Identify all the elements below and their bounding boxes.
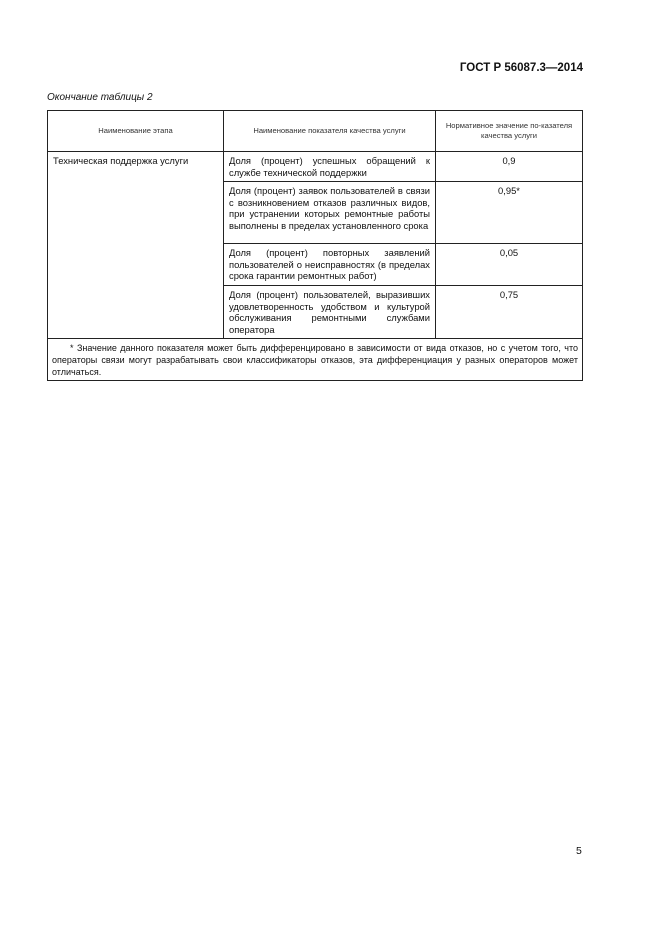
table-footnote: * Значение данного показателя может быть дифференцировано в зависимости от вида отказов, но с учетом того, что операторы связи могут разрабатывать свои классификаторы отказов, эта дифференциация у разных операторов может отличаться. xyxy=(52,343,578,378)
value-cell: 0,95* xyxy=(436,182,583,244)
column-header-indicator: Наименование показателя качества услуги xyxy=(224,111,436,152)
indicator-cell: Доля (процент) пользователей, выразивших удовлетворенность удобством и культурой обслуживания ремонтными службами оператора xyxy=(224,285,436,338)
indicator-cell: Доля (процент) заявок пользователей в связи с возникновением отказов различных видов, при устранении которых ремонтные работы выполнены в пределах установленного срока xyxy=(224,182,436,244)
table-caption: Окончание таблицы 2 xyxy=(47,92,153,103)
column-header-value: Нормативное значение по-казателя качества услуги xyxy=(436,111,583,152)
indicator-cell: Доля (процент) повторных заявлений пользователей о неисправностях (в пределах срока гарантии ремонтных работ) xyxy=(224,244,436,286)
table-row xyxy=(48,152,583,182)
value-cell: 0,05 xyxy=(436,244,583,286)
footnote-row xyxy=(48,339,583,381)
value-cell: 0,75 xyxy=(436,285,583,338)
footnote-cell xyxy=(48,339,583,381)
stage-cell: Техническая поддержка услуги xyxy=(48,152,224,339)
table-header-row xyxy=(48,111,583,152)
indicator-cell: Доля (процент) успешных обращений к службе технической поддержки xyxy=(224,152,436,182)
quality-table xyxy=(47,110,582,381)
page-number: 5 xyxy=(576,845,582,857)
document-code: ГОСТ Р 56087.3—2014 xyxy=(459,62,583,74)
column-header-stage: Наименование этапа xyxy=(48,111,224,152)
value-cell: 0,9 xyxy=(436,152,583,182)
